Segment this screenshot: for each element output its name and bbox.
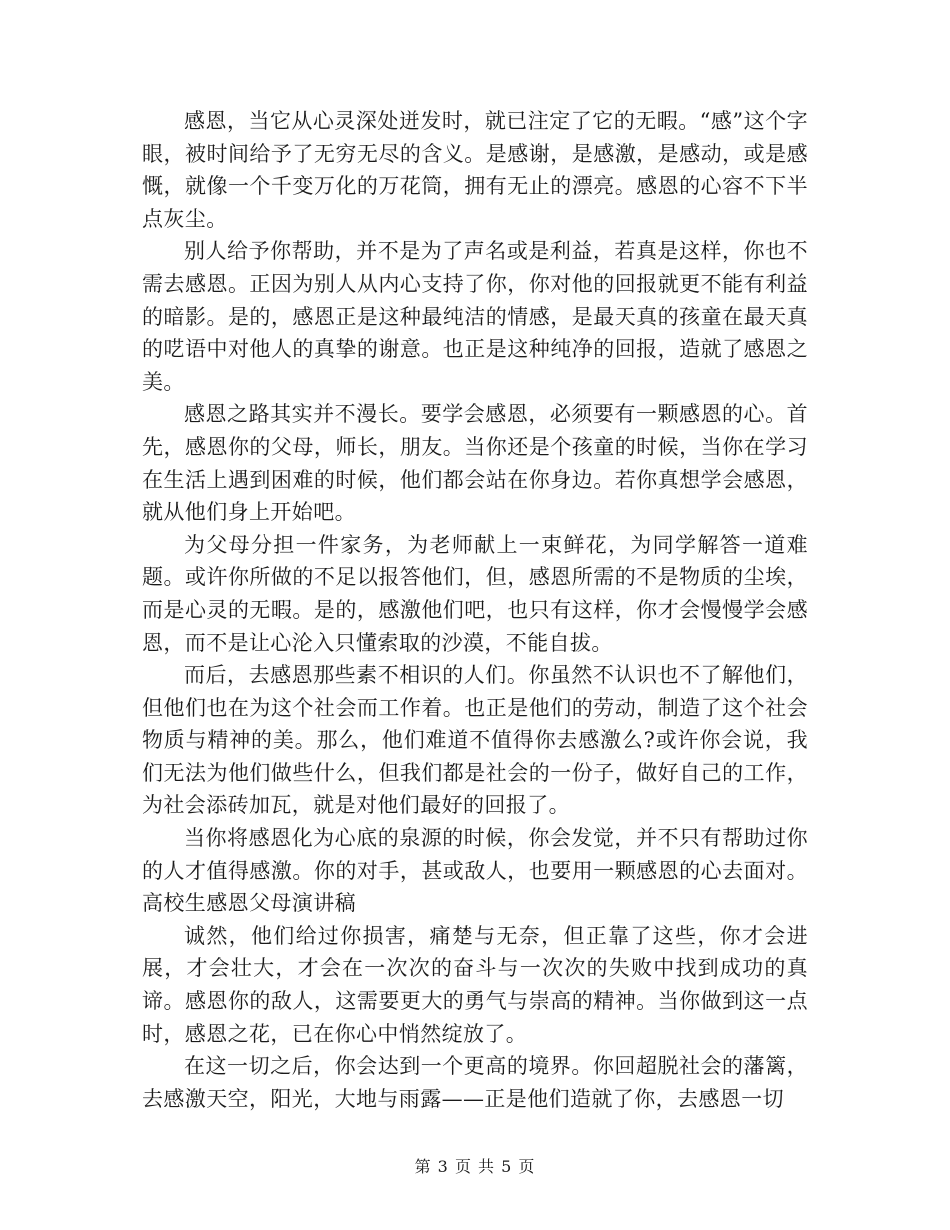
paragraph: 当你将感恩化为心底的泉源的时候，你会发觉，并不只有帮助过你的人才值得感激。你的对手，甚或敌人，也要用一颗感恩的心去面对。高校生感恩父母演讲稿 — [142, 826, 808, 916]
page-number-footer: 第 3 页 共 5 页 — [414, 1157, 536, 1176]
paragraph: 在这一切之后，你会达到一个更高的境界。你回超脱社会的藩篱，去感激天空，阳光，大地与雨露——正是他们造就了你，去感恩一切 — [142, 1054, 808, 1111]
paragraph: 感恩之路其实并不漫长。要学会感恩，必须要有一颗感恩的心。首先，感恩你的父母，师长，朋友。当你还是个孩童的时候，当你在学习在生活上遇到困难的时候，他们都会站在你身边。若你真想学会感恩，就从他们身上开始吧。 — [142, 402, 808, 525]
paragraph: 诚然，他们给过你损害，痛楚与无奈，但正靠了这些，你才会进展，才会壮大，才会在一次次的奋斗与一次次的失败中找到成功的真谛。感恩你的敌人，这需要更大的勇气与崇高的精神。当你做到这一点时，感恩之花，已在你心中悄然绽放了。 — [142, 923, 808, 1046]
paragraph: 而后，去感恩那些素不相识的人们。你虽然不认识也不了解他们，但他们也在为这个社会而工作着。也正是他们的劳动，制造了这个社会物质与精神的美。那么，他们难道不值得你去感激么?或许你会说，我们无法为他们做些什么，但我们都是社会的一份子，做好自己的工作，为社会添砖加瓦，就是对他们最好的回报了。 — [142, 663, 808, 818]
paragraph: 感恩，当它从心灵深处迸发时，就已注定了它的无暇。“感”这个字眼，被时间给予了无穷无尽的含义。是感谢，是感激，是感动，或是感慨，就像一个千变万化的万花筒，拥有无止的漂亮。感恩的心容不下半点灰尘。 — [142, 109, 808, 231]
body-text — [142, 105, 808, 1115]
paragraph: 别人给予你帮助，并不是为了声名或是利益，若真是这样，你也不需去感恩。正因为别人从内心支持了你，你对他的回报就更不能有利益的暗影。是的，感恩正是这种最纯洁的情感，是最天真的孩童在最天真的呓语中对他人的真挚的谢意。也正是这种纯净的回报，造就了感恩之美。 — [142, 239, 808, 394]
paragraph: 为父母分担一件家务，为老师献上一束鲜花，为同学解答一道难题。或许你所做的不足以报答他们，但，感恩所需的不是物质的尘埃，而是心灵的无暇。是的，感激他们吧，也只有这样，你才会慢慢学会感恩，而不是让心沦入只懂索取的沙漠，不能自拔。 — [142, 532, 808, 655]
